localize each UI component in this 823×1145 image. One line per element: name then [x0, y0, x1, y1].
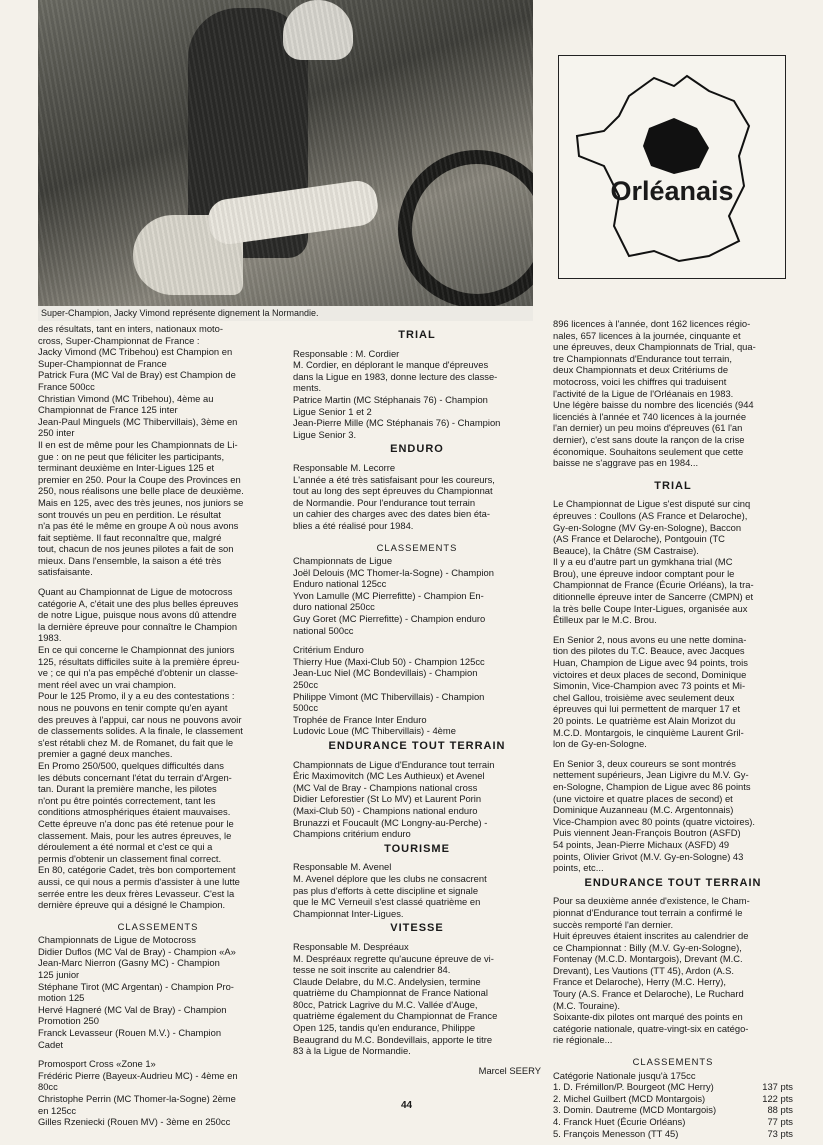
body-text-line: l'activité de la Ligue de l'Orléanais en 1983.: [553, 387, 734, 399]
body-text-line: dernière épreuve qui a désigné le Champion.: [38, 899, 226, 911]
body-text-line: M. Cordier, en déplorant le manque d'épreuves: [293, 359, 489, 371]
body-text-line: un cahier des charges avec des dates bien éta-: [293, 508, 490, 520]
body-text-line: terminant deuxième en Inter-Ligues 125 et: [38, 462, 215, 474]
standing-points: 77 pts: [767, 1116, 793, 1127]
body-text-line: Patrice Martin (MC Stéphanais 76) - Champion: [293, 393, 488, 405]
body-text-line: M. Avenel déplore que les clubs ne consacrent: [293, 872, 487, 884]
body-text-line: Jacky Vimond (MC Tribehou) est Champion en: [38, 346, 233, 358]
france-map-icon: [559, 56, 785, 278]
body-text-line: deux Championnats et deux Critériums de: [553, 364, 729, 376]
standing-name: 3. Domin. Dautreme (MCD Montargois): [553, 1104, 717, 1116]
body-text-line: 20 points. Le quatrième est Alain Morizot du: [553, 715, 736, 726]
body-text-line: serrée entre les deux frères Levasseur. C'est la: [38, 887, 235, 899]
body-text-line: pas plus d'efforts à cette discipline et signale: [293, 884, 479, 896]
body-text-line: de notre Ligue, puisque nous avons dû attendre: [38, 609, 237, 621]
body-text-line: classement. Mais, pour les autres épreuves, le: [38, 829, 232, 841]
standing-points: 88 pts: [767, 1104, 793, 1116]
body-text-line: 250 inter: [38, 427, 75, 439]
body-text-line: En 80, catégorie Cadet, très bon comportement: [38, 864, 236, 876]
body-text-line: M.C.D. Montargois, le cinquième Laurent Gril-: [553, 726, 744, 738]
result-line: Critérium Enduro: [293, 644, 364, 656]
body-text-line: succès remporté l'an dernier.: [553, 918, 674, 930]
page-number: 44: [401, 1100, 413, 1111]
body-text-line: tan. Durant la première manche, les pilotes: [38, 783, 217, 795]
body-text-line: Gy-en-Sologne (MV Gy-en-Sologne), Baccon: [553, 521, 742, 533]
body-text-line: l'an dernier) un peu moins d'épreuves (61 l'an: [553, 422, 743, 434]
body-text-line: premier en 250. Pour la Coupe des Provinces en: [38, 473, 241, 485]
column-3: [553, 318, 793, 1139]
region-map: [558, 55, 786, 279]
body-text-line: sont trouvés un peu en perdition. Le résultat: [38, 508, 221, 520]
result-line: Franck Levasseur (Rouen M.V.) - Champion: [38, 1027, 222, 1039]
body-text-line: Il en est de même pour les Championnats de Li-: [38, 438, 238, 450]
body-text-line: tout, chacun de nos jeunes pilotes a fait de son: [38, 543, 234, 555]
result-line: Jean-Marc Nierron (Gasny MC) - Champion: [38, 957, 220, 969]
body-text-line: En Promo 250/500, quelques difficultés dans: [38, 759, 224, 771]
body-text-line: dans la Ligue en 1983, donne lecture des classe-: [293, 370, 498, 382]
result-line: 80cc: [38, 1081, 58, 1093]
body-text-line: baisse ne s'aggrave pas en 1984...: [553, 457, 699, 469]
result-line: Guy Goret (MC Pierrefitte) - Champion enduro: [293, 613, 486, 625]
body-text-line: quatrième également du Championnat de France: [293, 1010, 498, 1022]
section-heading: TRIAL: [398, 329, 436, 341]
standing-name: 5. François Menesson (TT 45): [553, 1127, 679, 1139]
body-text-line: fait septième. Il faut reconnaître que, malgré: [38, 531, 222, 543]
body-text-line: M. Despréaux regrette qu'aucune épreuve de vi-: [293, 952, 494, 964]
body-text-line: Huan, Champion de Ligue avec 94 points, trois: [553, 657, 748, 669]
body-text-line: Simonin, Vice-Champion avec 73 points et Mi-: [553, 680, 746, 692]
section-heading: VITESSE: [390, 922, 444, 935]
body-text-line: n'ont pu être pointés correctement, tant les: [38, 794, 216, 806]
body-text-line: Puis viennent Jean-François Boutron (ASFD): [553, 827, 741, 839]
body-text-line: Mais en 125, avec des très jeunes, nos juniors se: [38, 496, 244, 508]
body-text-line: licenciés à l'année et 740 licences à la journée: [553, 410, 747, 422]
body-text-line: Claude Delabre, du M.C. Andelysien, termine: [293, 975, 481, 987]
body-text-line: nettement supérieurs, Jean Ligivre du M.V. Gy-: [553, 769, 749, 781]
category-label: Catégorie Nationale jusqu'à 175cc: [553, 1069, 696, 1081]
body-text-line: Champions critérium enduro: [293, 828, 411, 840]
result-line: duro national 250cc: [293, 601, 375, 613]
body-text-line: cross, Super-Championnat de France :: [38, 334, 200, 346]
body-text-line: ditionnelle épreuve inter de Sancerre (CMPN) et: [553, 591, 754, 603]
body-text-line: Il y a eu d'autre part un gymkhana trial (MC: [553, 556, 733, 568]
result-line: motion 125: [38, 992, 85, 1004]
result-line: Gilles Rzeniecki (Rouen MV) - 3ème en 250cc: [38, 1116, 231, 1128]
body-text-line: Beauce), la Châtre (SM Castraise).: [553, 544, 699, 556]
section-heading: TRIAL: [654, 479, 692, 492]
body-text-line: 80cc, Patrick Lagrive du M.C. Vallée d'Auge,: [293, 998, 478, 1010]
result-line: national 500cc: [293, 624, 354, 636]
body-text-line: s'est rétabli chez M. de Romanet, du fait que le: [38, 736, 234, 748]
result-line: 125 junior: [38, 969, 80, 981]
body-text-line: rie régionale...: [553, 1034, 613, 1046]
result-line: Championnats de Ligue: [293, 555, 393, 567]
body-text-line: déroulement a été normal et c'est ce qui a: [38, 841, 213, 853]
body-text-line: Championnats de Ligue d'Endurance tout terrain: [293, 758, 495, 770]
body-text-line: catégorie A, c'était une des plus belles épreuves: [38, 597, 239, 609]
body-text-line: Responsable : M. Cordier: [293, 347, 400, 359]
result-line: Trophée de France Inter Enduro: [293, 713, 427, 725]
result-line: Hervé Hagneré (MC Val de Bray) - Champion: [38, 1003, 227, 1015]
body-text-line: 896 licences à l'année, dont 162 licences régio-: [553, 318, 751, 329]
body-text-line: 83 à la Ligue de Normandie.: [293, 1045, 411, 1057]
body-text-line: L'année a été très satisfaisant pour les coureurs,: [293, 473, 495, 485]
body-text-line: Soixante-dix pilotes ont marqué des points en: [553, 1011, 743, 1023]
section-heading: ENDURANCE TOUT TERRAIN: [328, 740, 506, 752]
body-text-line: aussi, ce qui nous a permis d'assister à une lutte: [38, 875, 240, 887]
body-text-line: [553, 750, 793, 758]
body-text-line: 1983.: [38, 632, 62, 644]
body-text-line: Responsable M. Avenel: [293, 861, 392, 873]
result-line: Frédéric Pierre (Bayeux-Audrieu MC) - 4ème en: [38, 1069, 238, 1081]
result-line: Thierry Hue (Maxi-Club 50) - Champion 125cc: [293, 655, 485, 667]
standing-points: 122 pts: [762, 1092, 793, 1104]
result-line: Cadet: [38, 1038, 64, 1050]
body-text-line: [553, 626, 793, 634]
body-text-line: pionnat d'Endurance tout terrain a confirmé le: [553, 906, 743, 918]
body-text-line: Christian Vimond (MC Tribehou), 4ème au: [38, 392, 214, 404]
section-heading: ENDURO: [390, 443, 444, 456]
body-text-line: victoires et deux places de second, Dominique: [553, 668, 747, 680]
body-text-line: En Senior 3, deux coureurs se sont montrés: [553, 757, 736, 769]
body-text-line: (MC Val de Bray - Champions national cross: [293, 781, 478, 793]
body-text-line: ve ; ce qui n'a pas empêché d'obtenir un classe-: [38, 667, 239, 679]
body-text-line: dernier), c'est sans doute la rançon de la crise: [553, 433, 745, 445]
body-text-line: chel Gallou, troisième avec seulement deux: [553, 691, 735, 703]
body-text-line: Beaugrand du M.C. Bondevillais, apporte le titre: [293, 1033, 493, 1045]
body-text-line: (une victoire et quatre places de second) et: [553, 792, 733, 804]
body-text-line: premier a gagné deux manches.: [38, 748, 173, 760]
body-text-line: (Maxi-Club 50) - Champions national enduro: [293, 804, 478, 816]
section-heading: ENDURANCE TOUT TERRAIN: [584, 876, 762, 889]
body-text-line: quatrième du Championnat de France National: [293, 987, 488, 999]
body-text-line: Vice-Champion avec 80 points (quatre victoires).: [553, 815, 756, 827]
section-subheading: CLASSEMENTS: [376, 541, 458, 553]
standing-name: 2. Michel Guilbert (MCD Montargois): [553, 1092, 706, 1104]
body-text-line: ments.: [293, 382, 322, 394]
body-text-line: points, Olivier Grivot (M.V. Gy-en-Sologne) 43: [553, 850, 744, 862]
body-text-line: ment réel avec un vrai champion.: [38, 678, 177, 690]
body-text-line: mieux. Dans l'ensemble, la saison a été très: [38, 554, 222, 566]
result-line: Championnats de Ligue de Motocross: [38, 934, 196, 946]
standing-name: 4. Franck Huet (Écurie Orléans): [553, 1116, 686, 1127]
body-text-line: épreuves : Coullons (AS France et Delaroche),: [553, 509, 748, 521]
body-text-line: la très belle Coupe Inter-Ligues, organisée aux: [553, 602, 748, 614]
body-text-line: Drevant), Les Vautions (TT 45), Ardon (A.S.: [553, 964, 734, 976]
standing-row: [553, 1081, 793, 1093]
section-subheading: CLASSEMENTS: [632, 1056, 714, 1068]
body-text-line: France et Delaroche), Herry (M.C. Herry),: [553, 976, 726, 988]
body-text-line: En Senior 2, nous avons eu une nette domina-: [553, 633, 747, 645]
result-line: Ludovic Loue (MC Thibervillais) - 4ème: [293, 725, 456, 737]
result-line: en 125cc: [38, 1104, 77, 1116]
body-text-line: Cette épreuve n'a donc pas été retenue pour le: [38, 817, 234, 829]
result-line: 250cc: [293, 679, 319, 691]
body-text-line: (M.C. Touraine).: [553, 999, 621, 1011]
map-title: Orléanais: [610, 176, 734, 206]
section-heading: TOURISME: [384, 842, 450, 855]
result-line: 500cc: [293, 702, 319, 714]
body-text-line: En ce qui concerne le Championnat des juniors: [38, 644, 235, 656]
body-text-line: la dernière épreuve pour connaître le Champion: [38, 620, 238, 632]
body-text-line: 125, résultats difficiles suite à la première épreu-: [38, 655, 240, 667]
body-text-line: Championnat Inter-Ligues.: [293, 907, 404, 919]
body-text-line: tout au long des sept épreuves du Championnat: [293, 485, 493, 497]
body-text-line: de classements solides. A la finale, le classement: [38, 725, 243, 737]
author-signature: Marcel SEERY: [478, 1064, 541, 1076]
result-line: Stéphane Tirot (MC Argentan) - Champion Pro-: [38, 980, 234, 992]
result-line: [38, 1050, 278, 1058]
body-text-line: Le Championnat de Ligue s'est disputé sur cinq: [553, 498, 751, 510]
body-text-line: Ligue Senior 1 et 2: [293, 405, 372, 417]
result-line: Promotion 250: [38, 1015, 99, 1027]
section-subheading: CLASSEMENTS: [117, 920, 199, 932]
body-text-line: économique. Souhaitons seulement que cette: [553, 445, 744, 457]
body-text-line: Une légère baisse du nombre des licenciés (944: [553, 399, 754, 411]
body-text-line: points, etc...: [553, 862, 604, 874]
result-line: Enduro national 125cc: [293, 578, 387, 590]
result-line: Didier Duflos (MC Val de Bray) - Champion «A»: [38, 945, 236, 957]
body-text-line: permis d'obtenir un classement final correct.: [38, 852, 222, 864]
body-text-line: Jean-Pierre Mille (MC Stéphanais 76) - Champion: [293, 417, 501, 429]
result-line: Promosport Cross «Zone 1»: [38, 1058, 156, 1070]
result-line: [293, 636, 541, 644]
result-line: Philippe Vimont (MC Thibervillais) - Champion: [293, 690, 485, 702]
body-text-line: Responsable M. Lecorre: [293, 461, 396, 473]
body-text-line: n'a pas été le même en groupe A où nous avons: [38, 520, 239, 532]
body-text-line: 54 points, Jean-Pierre Michaux (ASFD) 49: [553, 838, 730, 850]
body-text-line: Pour sa deuxième année d'existence, le Cham-: [553, 895, 750, 907]
body-text-line: Championnat de France 125 inter: [38, 404, 178, 416]
standing-row: [553, 1104, 793, 1116]
body-text-line: que le MC Verneuil s'est classé quatrième en: [293, 896, 481, 908]
result-line: Christophe Perrin (MC Thomer-la-Sogne) 2ème: [38, 1093, 236, 1104]
body-text-line: tion des pilotes du T.C. Beauce, avec Jacques: [553, 645, 745, 657]
body-text-line: conditions atmosphériques étaient mauvaises.: [38, 806, 231, 818]
result-line: Jean-Luc Niel (MC Bondevillais) - Champion: [293, 667, 478, 679]
body-text-line: Toury (A.S. France et Delaroche), Le Ruchard: [553, 988, 744, 1000]
body-text-line: Didier Leforestier (St Lo MV) et Laurent Porin: [293, 793, 482, 805]
body-text-line: nous ne pouvons en tenir compte qu'en ayant: [38, 702, 228, 713]
body-text-line: ce Championnat : Billy (M.V. Gy-en-Sologne),: [553, 941, 742, 953]
body-text-line: 250, nous réalisons une belle place de deuxième.: [38, 485, 244, 497]
body-text-line: catégorie nationale, quatre-vingt-six en catégo-: [553, 1022, 749, 1034]
body-text-line: en-Sologne, Champion de Ligue avec 86 points: [553, 780, 751, 792]
body-text-line: motocross, voici les chiffres qui traduisent: [553, 375, 727, 387]
result-line: Yvon Lamulle (MC Pierrefitte) - Champion En-: [293, 589, 484, 601]
column-2: [293, 326, 541, 1076]
body-text-line: France 500cc: [38, 380, 95, 392]
body-text-line: nales, 657 licences à la journée, cinquante et: [553, 329, 741, 341]
body-text-line: Huit épreuves étaient inscrites au calendrier de: [553, 930, 749, 942]
body-text-line: Responsable M. Despréaux: [293, 940, 409, 952]
body-text-line: Dominique Auzanneau (M.C. Argentonnais): [553, 804, 734, 816]
body-text-line: Pour le 125 Promo, il y a eu des contestations :: [38, 690, 235, 702]
body-text-line: Patrick Fura (MC Val de Bray) est Champion de: [38, 369, 236, 381]
standing-points: 73 pts: [767, 1127, 793, 1139]
body-text-line: Super-Championnat de France: [38, 357, 167, 369]
body-text-line: (AS France et Delaroche), Pontgouin (TC: [553, 533, 725, 545]
standing-row: [553, 1116, 793, 1128]
body-text-line: épreuves qui lui permettent de marquer 17 et: [553, 703, 741, 715]
column-1: [38, 323, 278, 1128]
body-text-line: Brunazzi et Foucault (MC Longny-au-Perche) -: [293, 816, 488, 828]
standing-points: 137 pts: [762, 1081, 793, 1093]
body-text-line: tre Championnats d'Endurance tout terrain,: [553, 352, 732, 364]
photo-caption: Super-Champion, Jacky Vimond représente dignement la Normandie.: [38, 306, 533, 321]
body-text-line: Fontenay (M.C.D. Montargois), Drevant (M.C.: [553, 953, 743, 965]
body-text-line: Open 125, tandis qu'en endurance, Philippe: [293, 1022, 476, 1034]
body-text-line: satisfaisante.: [38, 566, 93, 578]
body-text-line: [38, 578, 278, 586]
body-text-line: blies a été réalisé pour 1984.: [293, 519, 414, 531]
body-text-line: de Normandie. Pour l'endurance tout terrain: [293, 496, 476, 508]
body-text-line: Éric Maximovitch (MC Les Authieux) et Avenel: [293, 770, 485, 782]
body-text-line: tesse ne soit inscrite au calendrier 84.: [293, 964, 451, 976]
standing-row: [553, 1093, 793, 1105]
body-text-line: des résultats, tant en inters, nationaux moto-: [38, 323, 223, 334]
result-line: Joël Delouis (MC Thomer-la-Sogne) - Champion: [293, 566, 494, 578]
body-text-line: les débuts concernant l'état du terrain d'Argen-: [38, 771, 232, 783]
body-text-line: des preuves à l'appui, car nous ne pouvons avoir: [38, 713, 242, 725]
body-text-line: Étilleux par le M.C. Brou.: [553, 614, 657, 626]
body-text-line: Ligue Senior 3.: [293, 428, 357, 440]
body-text-line: Brou), une épreuve indoor comptant pour le: [553, 567, 735, 579]
standing-name: 1. D. Frémillon/P. Bourgeot (MC Herry): [553, 1081, 714, 1093]
body-text-line: une épreuves, deux Championnats de Trial, qua-: [553, 341, 756, 353]
body-text-line: gue : on ne peut que féliciter les participants,: [38, 450, 225, 462]
body-text-line: Quant au Championnat de Ligue de motocross: [38, 586, 233, 598]
standing-row: [553, 1128, 793, 1140]
body-text-line: lon de Gy-en-Sologne.: [553, 738, 647, 750]
body-text-line: Championnat de France (Écurie Orléans), la tra-: [553, 579, 754, 591]
body-text-line: Jean-Paul Minguels (MC Thibervillais), 3ème en: [38, 415, 238, 427]
rider-photo: [38, 0, 533, 306]
